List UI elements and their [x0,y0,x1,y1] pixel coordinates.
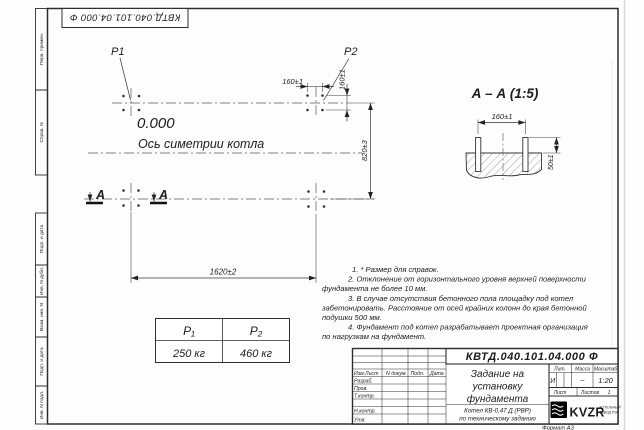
col-header-izm-list: Изм.Лист [354,371,379,377]
margin-label-inv-podl: Инв. N подл. [40,390,45,420]
sheets-label: Листов [580,389,600,396]
dim-row-spacing-label: 820±3 [360,140,369,161]
lit-value: И [550,378,556,385]
load-table [156,319,290,363]
margin-strip-labels [39,33,45,419]
technical-notes [321,265,588,341]
drawing-subject-line2: по техническому заданию [459,415,536,423]
dim-bolt-spacing-h [282,77,334,92]
load-table-header-p1: P₁ [183,324,195,338]
scale-value: 1:20 [598,376,613,385]
note-line: 4. Фундамент под котел разрабатывает проектная организация [348,322,588,332]
col-header-podp: Подп. [410,371,425,377]
note-line: подушки 500 мм. [322,313,382,322]
note-line: забетонировать. Расстояние от осей крайних колонн до края бетонной [322,303,587,313]
dim-bolt-spacing-h-label: 160±1 [282,77,303,86]
scale-header: Масштаб [593,366,618,373]
dim-section-bolt-spacing [478,112,525,134]
section-letter-left: А [96,188,106,202]
margin-label-vzam-inv: Взам. инв. N [40,302,45,332]
note-line: по нагрузкам на фундамент. [322,332,427,342]
title-block [353,349,622,425]
anchor-bolts-plan [122,94,325,208]
load-point-p2-label: P2 [344,46,358,58]
top-doc-number: КВТД.040.101.04.000 Ф [69,11,181,23]
note-line: 3. В случае отсутствия бетонного пола площадку под котел [348,293,574,303]
title-block-doc-number: КВТД.040.101.04.000 Ф [465,351,599,363]
sheet-label: Лист [553,389,567,396]
dim-bolt-protrusion-label: 50±1 [548,154,555,170]
boiler-axis-label: Ось симетрии котла [138,137,265,151]
section-cut-marks [86,188,168,203]
lit-header: Лит. [554,366,566,373]
col-header-n-dokum: N докум. [386,371,407,377]
drawing-title-line1: Задание на [470,369,525,380]
drawing-title-line2: установку [472,381,523,393]
format-label: Формат А3 [542,425,574,430]
row-label-nkontr: Н.контр. [354,408,376,415]
dim-row-spacing [330,103,375,199]
row-label-prov: Пров. [354,386,368,392]
load-table-header-p2: P₂ [249,324,263,338]
drawing-title-line3: фундамента [466,394,529,405]
sheets-value: 1 [607,389,611,396]
margin-label-sprav-n: Справ. N [40,122,45,143]
margin-label-inv-dubl: Инв. N дубл. [40,266,45,296]
dim-bolt-spacing-v-label: 160±1 [337,69,347,90]
note-line: фундамента не более 10 мм. [322,284,428,294]
section-view [466,86,561,180]
load-point-p1-label: P1 [111,46,125,58]
dim-section-bolt-spacing-label: 160±1 [491,112,513,121]
section-view-title: А – А (1:5) [471,86,539,101]
mass-header: Масса [575,366,590,373]
kvzr-logo-text: KVZR [569,405,605,420]
kvzr-logo-sub2: ЗАВОД РЭП [599,410,619,415]
dim-overall-length-label: 1620±2 [209,267,237,277]
row-label-utv: Утв. [354,417,366,424]
note-line: 1. * Размер для справок. [352,265,439,274]
dim-overall-length [131,212,316,283]
section-letter-right: А [159,188,169,202]
plan-view [84,46,375,283]
elevation-mark: 0.000 [137,115,175,132]
load-table-value-p2: 460 кг [239,348,273,360]
load-table-value-p1: 250 кг [172,348,206,360]
mass-value: – [580,377,585,384]
top-doc-number-box [62,9,188,28]
row-label-tkontr: Т.контр. [354,393,375,400]
margin-label-perv-primen: Перв. примен. [40,33,45,65]
dim-bolt-spacing-v [326,69,351,121]
drawing-subject-line1: Котел КВ-0,47 Д (РВР) [464,407,531,415]
col-header-data: Дата [430,371,444,377]
margin-label-podp-data-2: Подп. и дата [40,347,45,376]
note-line: 2. Отклонение от горизонтального уровня верхней поверхности [348,274,586,284]
kvzr-logo-sub1: КОТЕЛЬНЫЙ [599,405,621,410]
row-label-razrab: Разраб. [354,378,373,385]
margin-label-podp-data-1: Подп. и дата [40,224,45,254]
